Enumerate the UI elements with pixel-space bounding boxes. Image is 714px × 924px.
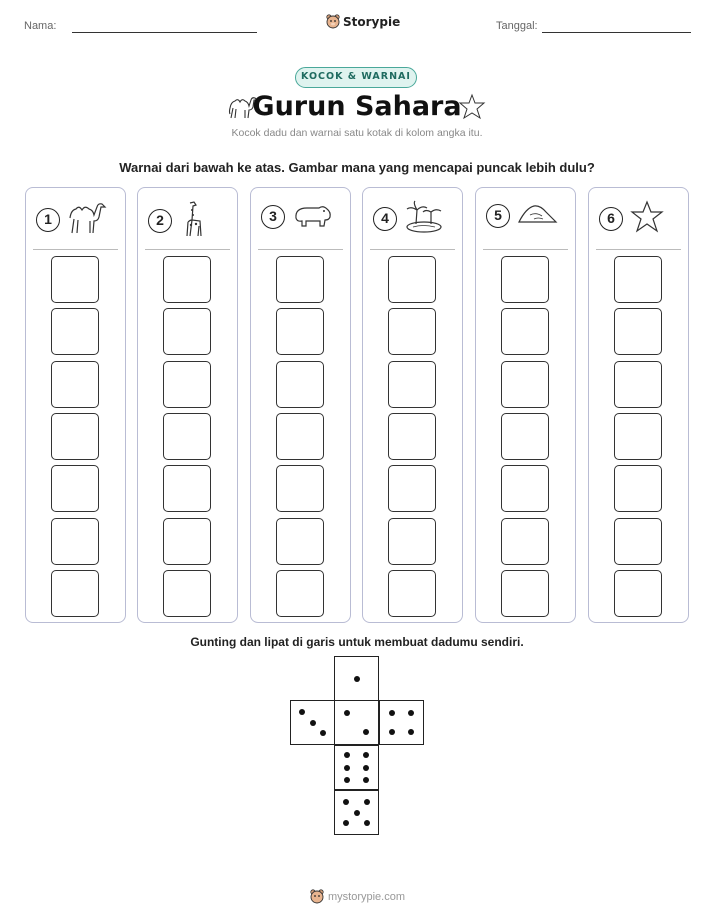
color-box[interactable] — [276, 361, 324, 408]
column-3 — [250, 187, 351, 623]
color-box[interactable] — [388, 413, 436, 460]
color-box[interactable] — [163, 465, 211, 512]
dice-pip — [344, 710, 350, 716]
name-label: Nama: — [24, 20, 57, 32]
column-5 — [475, 187, 576, 623]
color-box[interactable] — [388, 518, 436, 565]
page-title: Gurun Sahara — [252, 91, 462, 122]
footer — [310, 889, 405, 904]
dice-pip — [364, 799, 370, 805]
column-header — [148, 200, 208, 242]
column-4 — [362, 187, 463, 623]
divider — [33, 249, 118, 250]
column-header — [36, 200, 108, 240]
name-line[interactable] — [72, 32, 257, 33]
divider — [145, 249, 230, 250]
color-box[interactable] — [614, 413, 662, 460]
bear-logo-icon — [326, 14, 340, 29]
dice-pip — [389, 710, 395, 716]
dice-pip — [344, 752, 350, 758]
color-box[interactable] — [163, 361, 211, 408]
column-2 — [137, 187, 238, 623]
color-box[interactable] — [51, 256, 99, 303]
column-number: 2 — [148, 209, 172, 233]
color-box[interactable] — [276, 518, 324, 565]
star-icon — [629, 200, 665, 238]
color-box[interactable] — [501, 518, 549, 565]
color-box[interactable] — [614, 570, 662, 617]
bear-logo-icon — [310, 889, 324, 904]
brand-name: Storypie — [343, 14, 401, 29]
column-number: 3 — [261, 205, 285, 229]
dice-pip — [363, 777, 369, 783]
dice-pip — [363, 729, 369, 735]
dice-pip — [364, 820, 370, 826]
color-box[interactable] — [388, 465, 436, 512]
dice-face-2 — [334, 700, 379, 745]
dice-pip — [354, 676, 360, 682]
color-box[interactable] — [501, 256, 549, 303]
footer-url: mystorypie.com — [328, 890, 406, 903]
color-box[interactable] — [501, 570, 549, 617]
dice-pip — [299, 709, 305, 715]
color-box[interactable] — [388, 361, 436, 408]
color-box[interactable] — [501, 413, 549, 460]
column-number: 6 — [599, 207, 623, 231]
color-box[interactable] — [501, 308, 549, 355]
color-box[interactable] — [163, 256, 211, 303]
color-box[interactable] — [276, 308, 324, 355]
color-box[interactable] — [51, 465, 99, 512]
dice-pip — [344, 777, 350, 783]
color-box[interactable] — [276, 570, 324, 617]
dice-face-4 — [379, 700, 424, 745]
color-box[interactable] — [51, 361, 99, 408]
column-6 — [588, 187, 689, 623]
star-icon — [458, 93, 486, 121]
date-label: Tanggal: — [496, 20, 538, 32]
dice-face-6 — [334, 745, 379, 790]
color-box[interactable] — [501, 465, 549, 512]
dice-face-3 — [290, 700, 335, 745]
divider — [483, 249, 568, 250]
color-box[interactable] — [51, 518, 99, 565]
color-box[interactable] — [614, 465, 662, 512]
dice-pip — [408, 729, 414, 735]
dice-face-5 — [334, 790, 379, 835]
column-header — [486, 200, 558, 232]
oasis-icon — [403, 200, 445, 238]
color-box[interactable] — [614, 518, 662, 565]
dice-pip — [343, 799, 349, 805]
divider — [370, 249, 455, 250]
color-box[interactable] — [501, 361, 549, 408]
color-box[interactable] — [276, 413, 324, 460]
color-box[interactable] — [614, 308, 662, 355]
dice-face-1 — [334, 656, 379, 701]
hippo-icon — [291, 200, 333, 234]
camel-icon — [66, 200, 108, 240]
column-header — [599, 200, 665, 238]
dice-pip — [310, 720, 316, 726]
divider — [596, 249, 681, 250]
color-box[interactable] — [614, 256, 662, 303]
color-box[interactable] — [163, 308, 211, 355]
giraffe-icon — [178, 200, 208, 242]
dice-pip — [320, 730, 326, 736]
column-number: 5 — [486, 204, 510, 228]
column-number: 4 — [373, 207, 397, 231]
color-box[interactable] — [388, 256, 436, 303]
column-1 — [25, 187, 126, 623]
dice-pip — [343, 820, 349, 826]
dice-pip — [344, 765, 350, 771]
dice-pip — [363, 765, 369, 771]
brand-logo — [326, 14, 400, 29]
instruction-text: Warnai dari bawah ke atas. Gambar mana yang mencapai puncak lebih dulu? — [119, 160, 595, 175]
dice-instruction: Gunting dan lipat di garis untuk membuat dadumu sendiri. — [190, 635, 524, 649]
date-line[interactable] — [542, 32, 691, 33]
color-box[interactable] — [163, 518, 211, 565]
dice-pip — [389, 729, 395, 735]
color-box[interactable] — [388, 570, 436, 617]
column-header — [373, 200, 445, 238]
subtitle: Kocok dadu dan warnai satu kotak di kolom angka itu. — [231, 127, 483, 139]
color-box[interactable] — [163, 570, 211, 617]
color-box[interactable] — [276, 256, 324, 303]
dice-pip — [363, 752, 369, 758]
color-box[interactable] — [51, 413, 99, 460]
sand-dune-icon — [516, 200, 558, 232]
divider — [258, 249, 343, 250]
dice-pip — [354, 810, 360, 816]
color-box[interactable] — [51, 570, 99, 617]
dice-pip — [408, 710, 414, 716]
column-header — [261, 200, 333, 234]
color-box[interactable] — [276, 465, 324, 512]
color-box[interactable] — [614, 361, 662, 408]
color-box[interactable] — [388, 308, 436, 355]
column-number: 1 — [36, 208, 60, 232]
color-box[interactable] — [51, 308, 99, 355]
activity-tag: KOCOK & WARNAI — [295, 67, 417, 88]
color-box[interactable] — [163, 413, 211, 460]
